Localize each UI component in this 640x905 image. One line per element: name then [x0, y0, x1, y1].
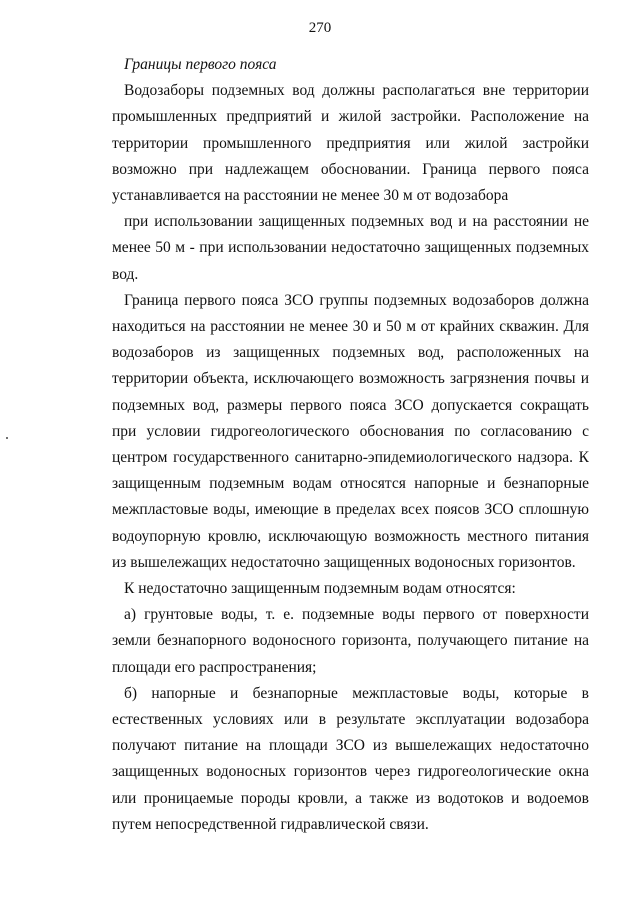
page-number: 270	[308, 20, 332, 36]
paragraph-3: Граница первого пояса ЗСО группы подземных водозаборов должна находиться на расстоянии не менее 30 и 50 м от крайних скважин. Для водозаборов из защищенных подземных вод, расположенных на территории объекта, исключающего возможность загрязнения почвы и подземных вод, размеры первого пояса ЗСО допускается сокращать при условии гидрогеологического обоснования по согласованию с центром государственного санитарно-эпидемиологического надзора. К защищенным подземным водам относятся напорные и безнапорные межпластовые воды, имеющие в пределах всех поясов ЗСО сплошную водоупорную кровлю, исключающую возможность местного питания из вышележащих недостаточно защищенных водоносных горизонтов.	[112, 291, 589, 571]
scan-artifact-dot	[6, 437, 8, 439]
document-body	[112, 52, 589, 838]
paragraph-5: а) грунтовые воды, т. е. подземные воды первого от поверхности земли безнапорного водоносного горизонта, получающего питание на площади его распространения;	[112, 606, 589, 676]
paragraph-1: Водозаборы подземных вод должны располагаться вне территории промышленных предприятий и жилой застройки. Расположение на территории промышленного предприятия или жилой застройки возможно при надлежащем обосновании. Граница первого пояса устанавливается на расстоянии не менее 30 м от водозабора	[112, 82, 589, 205]
paragraph-6: б) напорные и безнапорные межпластовые воды, которые в естественных условиях или в результате эксплуатации водозабора получают питание на площади ЗСО из вышележащих недостаточно защищенных водоносных горизонтов через гидрогеологические окна или проницаемые породы кровли, а также из водотоков и водоемов путем непосредственной гидравлической связи.	[112, 684, 589, 833]
section-heading: Границы первого пояса	[124, 56, 277, 73]
paragraph-4: К недостаточно защищенным подземным водам относятся:	[124, 580, 516, 598]
paragraph-2: при использовании защищенных подземных вод и на расстоянии не менее 50 м - при использовании недостаточно защищенных подземных вод.	[112, 213, 589, 283]
